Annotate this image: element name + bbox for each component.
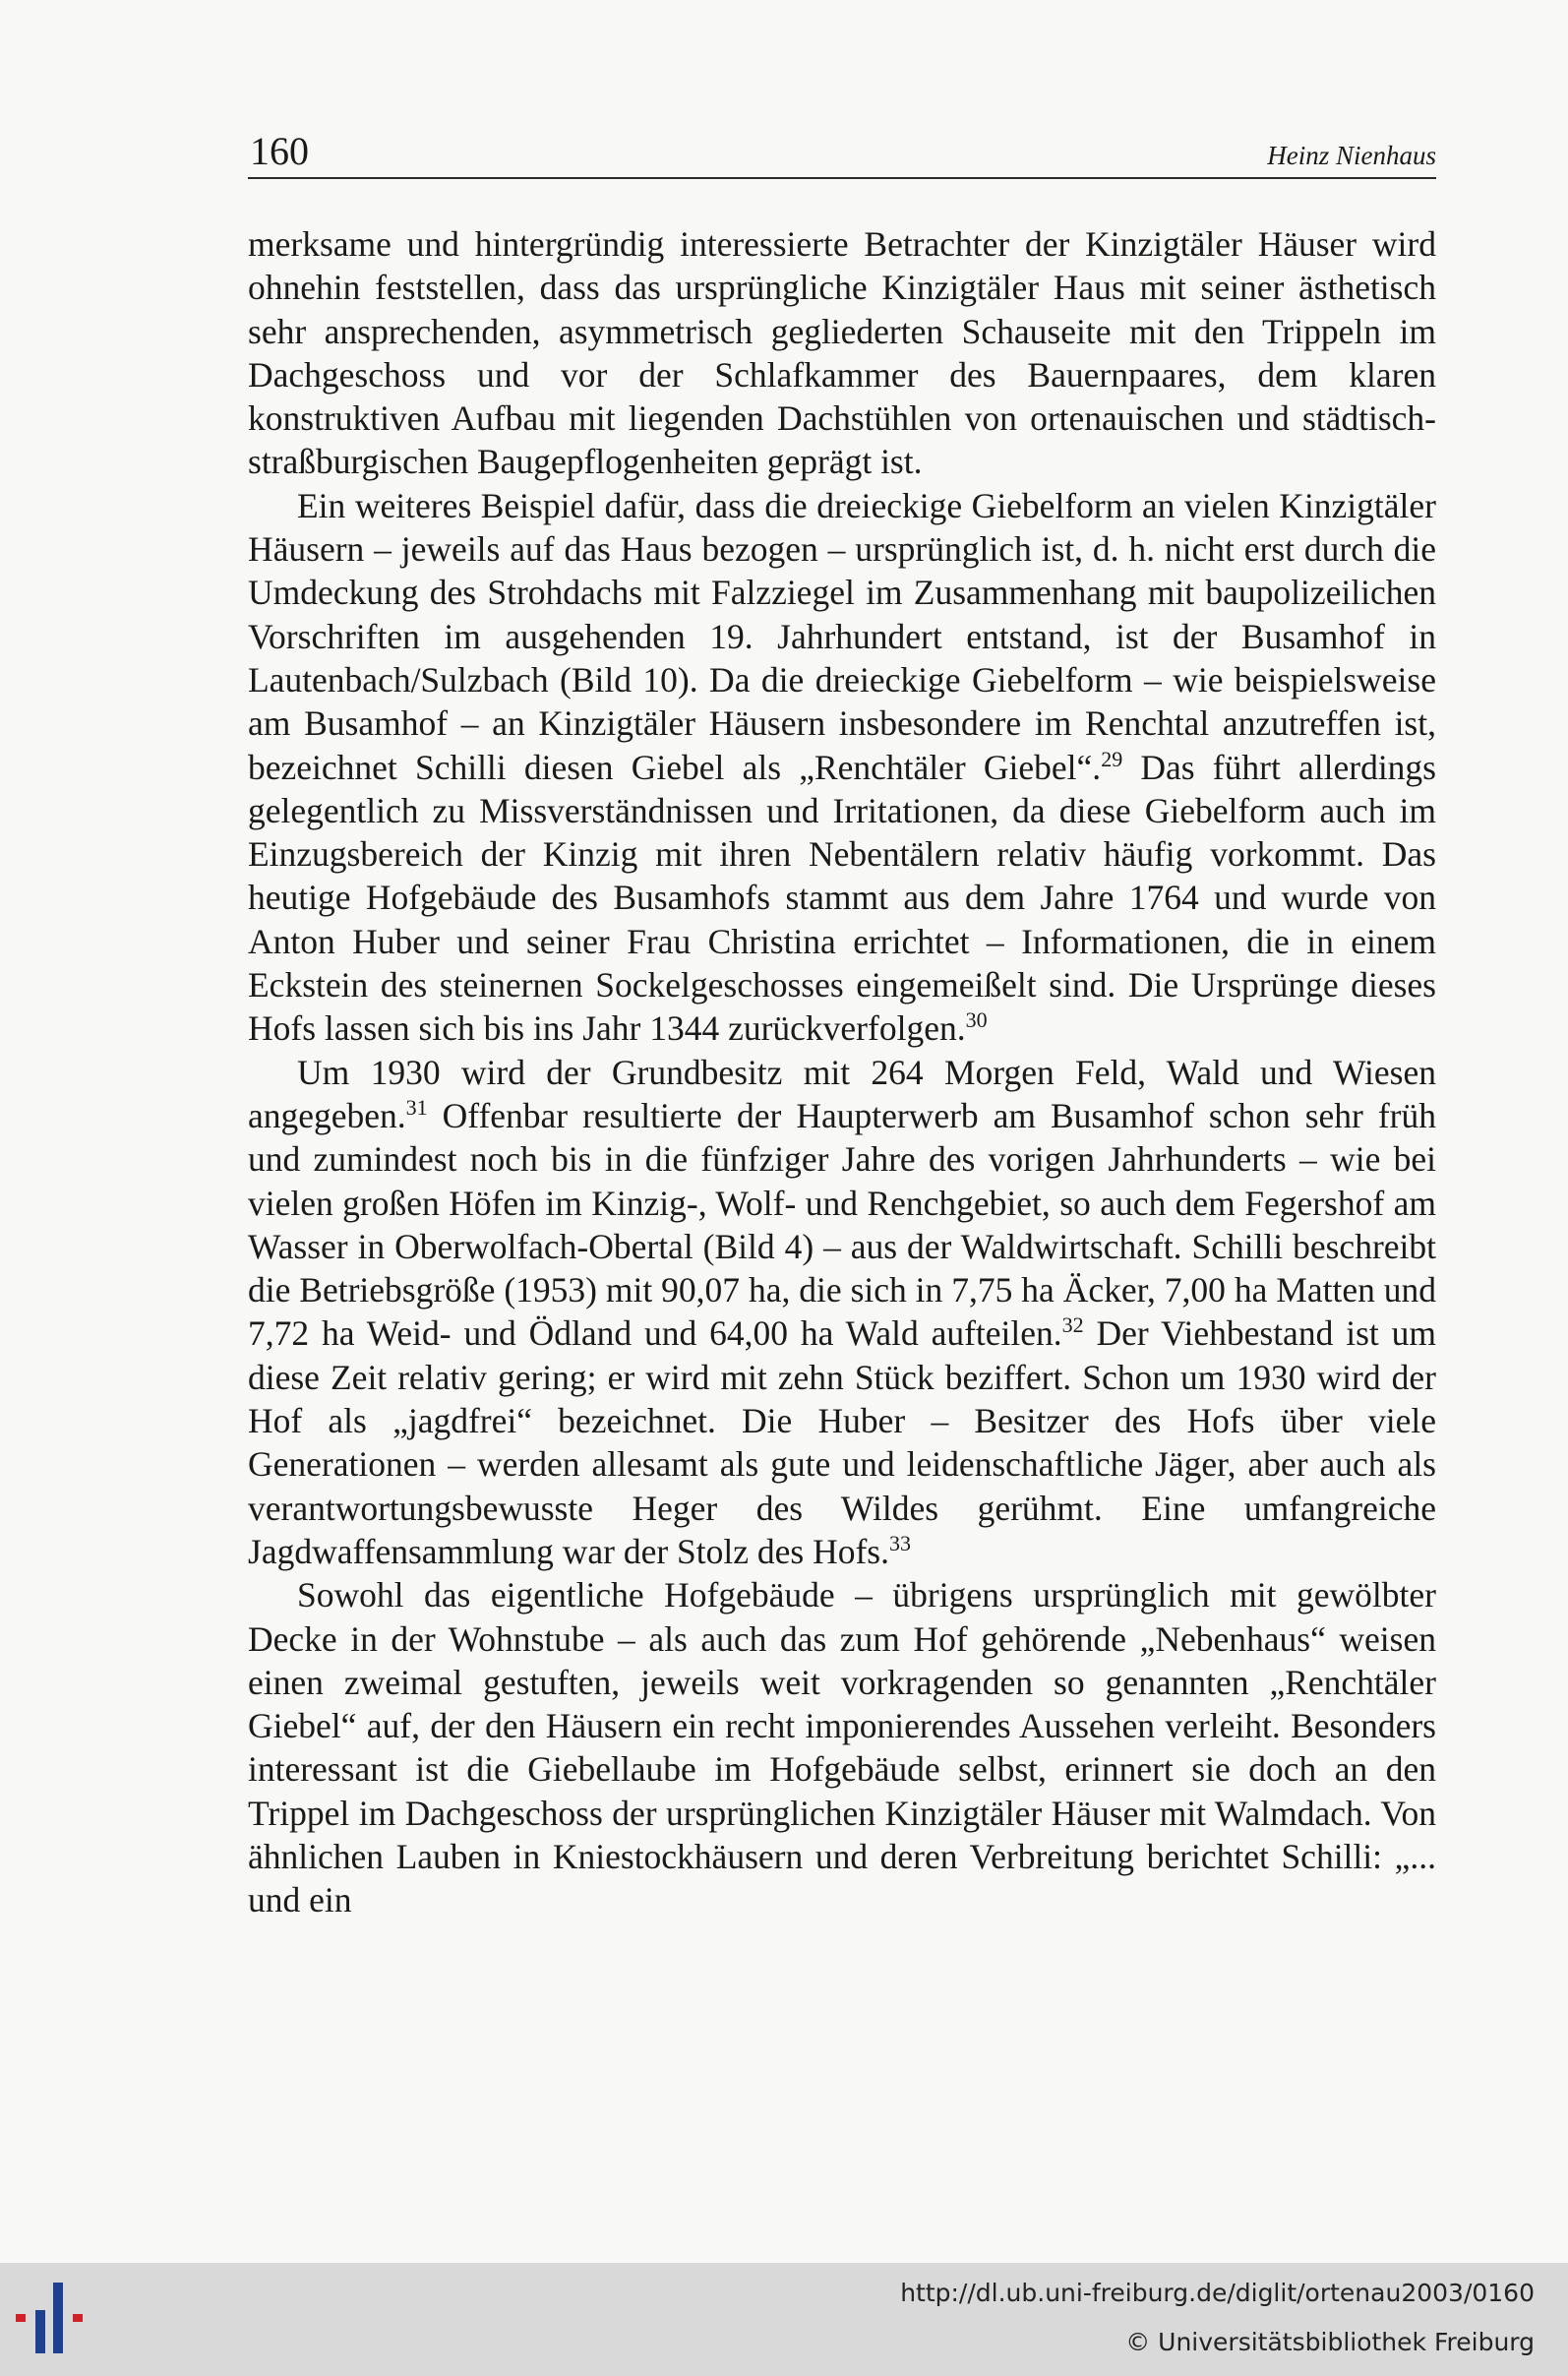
paragraph-3: Um 1930 wird der Grundbesitz mit 264 Morgen Feld, Wald und Wiesen angegeben.$^{31}$ Offenbar resultierte der Haupterwerb am Busamhof schon sehr früh und zumindest noch bis in die fünfziger Jahre des vorigen Jahrhunderts – wie bei vielen großen Höfen im Kinzig-, Wolf- und Renchgebiet, so auch dem Fegershof am Wasser in Oberwolfach-Obertal (Bild 4) – aus der Waldwirtschaft. Schilli beschreibt die Betriebsgröße (1953) mit 90,07 ha, die sich in 7,75 ha Äcker, 7,00 ha Matten und 7,72 ha Weid- und Ödland und 64,00 ha Wald aufteilen.$^{32}$ Der Viehbestand ist um diese Zeit relativ gering; er wird mit zehn Stück beziffert. Schon um 1930 wird der Hof als „jagdfrei“ bezeichnet. Die Huber – Besitzer des Hofs über viele Generationen – werden allesamt als gute und leidenschaftliche Jäger, aber auch als verantwortungsbewusste Heger des Wildes gerühmt. Eine umfangreiche Jagdwaffensammlung war der Stolz des Hofs.$^{33}$: [248, 1052, 1436, 1571]
running-head: Heinz Nienhaus: [1267, 141, 1436, 170]
footnote-ref-33[interactable]: 33: [889, 1530, 912, 1555]
footnote-ref-29[interactable]: 29: [1101, 746, 1123, 771]
footnote-ref-32[interactable]: 32: [1061, 1312, 1084, 1338]
paragraph-1: merksame und hintergründig interessierte Betrachter der Kinzigtäler Häuser wird ohnehin feststellen, dass das ursprüngliche Kinzigtäler Haus mit seiner ästhetisch sehr ansprechenden, asymmetrisch gegliederten Schauseite mit den Trippeln im Dachgeschoss und vor der Schlafkammer des Bauernpaares, dem klaren konstruktiven Aufbau mit liegenden Dachstühlen von ortenauischen und städtisch-straßburgischen Baugepflogenheiten geprägt ist.: [248, 224, 1436, 482]
footer-copyright: © Universitätsbibliothek Freiburg: [1125, 2328, 1535, 2356]
body-text: [248, 222, 1436, 1922]
page-header: [248, 128, 1436, 179]
footer-bar: [0, 2263, 1568, 2376]
paragraph-2: Ein weiteres Beispiel dafür, dass die dreieckige Giebelform an vielen Kinzigtäler Häusern – jeweils auf das Haus bezogen – ursprünglich ist, d. h. nicht erst durch die Umdeckung des Strohdachs mit Falzziegel im Zusammenhang mit baupolizeilichen Vorschriften im ausgehenden 19. Jahrhundert entstand, ist der Busamhof in Lautenbach/Sulzbach (Bild 10). Da die dreieckige Giebelform – wie beispielsweise am Busamhof – an Kinzigtäler Häusern insbesondere im Renchtal anzutreffen ist, bezeichnet Schilli diesen Giebel als „Renchtäler Giebel“.$^{29}$ Das führt allerdings gelegentlich zu Missverständnissen und Irritationen, da diese Giebelform auch im Einzugsbereich der Kinzig mit ihren Nebentälern relativ häufig vorkommt. Das heutige Hofgebäude des Busamhofs stammt aus dem Jahre 1764 und wurde von Anton Huber und seiner Frau Christina errichtet – Informationen, die in einem Eckstein des steinernen Sockelgeschosses eingemeißelt sind. Die Ursprünge dieses Hofs lassen sich bis ins Jahr 1344 zurückverfolgen.$^{30}$: [248, 485, 1436, 1049]
page-number: 160: [250, 129, 309, 173]
footer-url-link[interactable]: http://dl.ub.uni-freiburg.de/diglit/ortenau2003/0160: [900, 2279, 1535, 2307]
ub-freiburg-logo-icon: [14, 2275, 102, 2363]
footnote-ref-31[interactable]: 31: [405, 1094, 428, 1120]
footnote-ref-30[interactable]: 30: [965, 1007, 988, 1033]
paragraph-4: Sowohl das eigentliche Hofgebäude – übrigens ursprünglich mit gewölbter Decke in der Wohnstube – als auch das zum Hof gehörende „Nebenhaus“ weisen einen zweimal gestuften, jeweils weit vorkragenden so genannten „Renchtäler Giebel“ auf, der den Häusern ein recht imponierendes Aussehen verleiht. Besonders interessant ist die Giebellaube im Hofgebäude selbst, erinnert sie doch an den Trippel im Dachgeschoss der ursprünglichen Kinzigtäler Häuser mit Walmdach. Von ähnlichen Lauben in Kniestockhäusern und deren Verbreitung berichtet Schilli: „... und ein: [248, 1575, 1436, 1920]
